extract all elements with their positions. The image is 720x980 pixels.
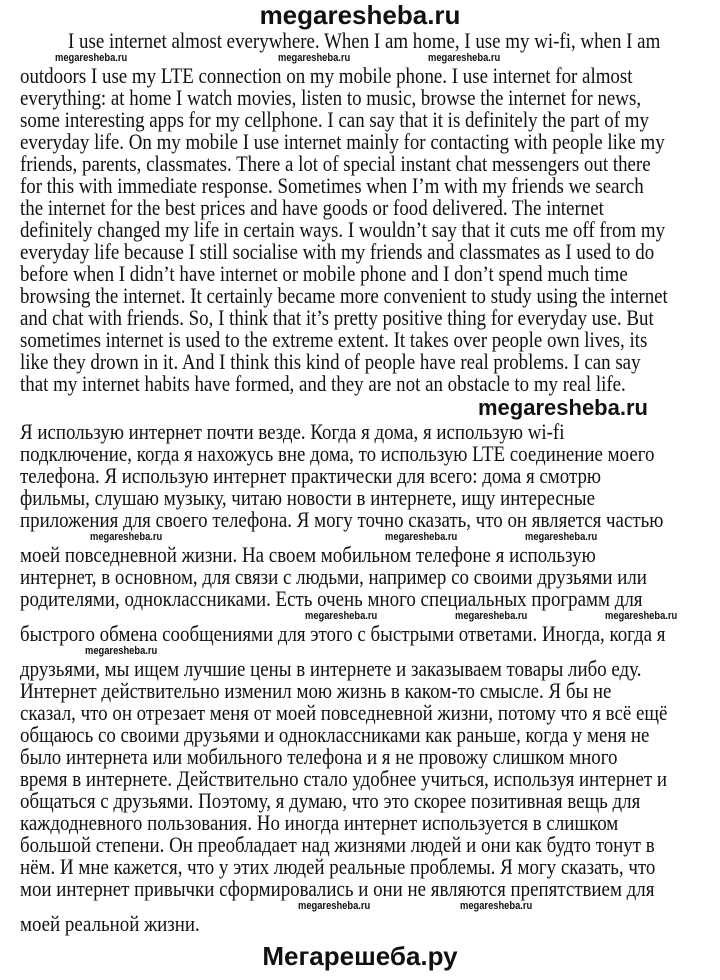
site-footer-logo: Мегарешеба.ру: [262, 941, 458, 971]
text-line-content: some interesting apps for my cellphone. I can say that it is definitely the part of my: [20, 107, 649, 132]
text-line-content: I use internet almost everywhere. When I am home, I use my wi-fi, when I am: [68, 28, 661, 53]
english-text: [0, 30, 720, 421]
text-line-content: быстрого обмена сообщениями для этого с быстрыми ответами. Иногда, когда я: [20, 621, 666, 646]
text-line-content: everyday life because I still socialise with my friends and classmates as I used to do: [20, 239, 655, 264]
text-line: [0, 443, 720, 465]
text-line: [0, 307, 720, 329]
watermark: megaresheba.ru: [55, 52, 128, 64]
text-line-content: browsing the internet. It certainly became more convenient to study using the internet: [20, 283, 668, 308]
text-line: [0, 421, 720, 443]
text-line: [0, 241, 720, 263]
text-line: [0, 856, 720, 878]
watermark: megaresheba.ru: [460, 900, 533, 912]
text-line: [0, 329, 720, 351]
text-line: [0, 878, 720, 900]
text-line: [0, 373, 720, 395]
text-line-content: definitely changed my life in certain ways. I wouldn’t say that it cuts me off from my: [20, 217, 666, 242]
text-line: [0, 588, 720, 610]
text-line: [0, 197, 720, 219]
text-line: [0, 351, 720, 373]
text-line-content: сказал, что он отрезает меня от моей повседневной жизни, потому что я всё ещё: [20, 700, 668, 725]
text-line: [0, 680, 720, 702]
text-line: [0, 263, 720, 285]
text-line: [0, 768, 720, 790]
watermark: megaresheba.ru: [428, 52, 501, 64]
text-line: [0, 702, 720, 724]
text-line-content: телефона. Я использую интернет практически для всего: дома я смотрю: [20, 463, 602, 488]
watermark: megaresheba.ru: [298, 900, 371, 912]
watermark: megaresheba.ru: [278, 52, 351, 64]
text-line: [0, 509, 720, 531]
text-line-content: that my internet habits have formed, and they are not an obstacle to my real life.: [20, 371, 626, 396]
text-line-content: родителями, одноклассниками. Есть очень много специальных программ для: [20, 586, 643, 611]
text-line-content: общаться с друзьями. Поэтому, я думаю, что это скорее позитивная вещь для: [20, 788, 641, 813]
text-line-content: моей реальной жизни.: [20, 911, 200, 936]
watermark: megaresheba.ru: [385, 531, 458, 543]
text-line-content: фильмы, слушаю музыку, читаю новости в интернете, ищу интересные: [20, 485, 595, 510]
russian-translation: [0, 421, 720, 935]
text-line-content: the internet for the best prices and have goods or food delivered. The internet: [20, 195, 604, 220]
text-line-content: Я использую интернет почти везде. Когда я дома, я использую wi-fi: [20, 419, 565, 444]
text-line-content: everything: at home I watch movies, listen to music, browse the internet for news,: [20, 85, 642, 110]
text-line: [0, 175, 720, 197]
text-line-content: интернет, в основном, для связи с людьми, например со своими друзьями или: [20, 564, 647, 589]
text-line: [0, 658, 720, 680]
text-line-content: outdoors I use my LTE connection on my mobile phone. I use internet for almost: [20, 63, 633, 88]
text-line-content: everyday life. On my mobile I use internet mainly for contacting with people like my: [20, 129, 665, 154]
text-line: [0, 623, 720, 645]
text-line: [0, 487, 720, 509]
text-line-content: and chat with friends. So, I think that it’s pretty positive thing for everyday use. But: [20, 305, 654, 330]
text-line: [0, 790, 720, 812]
text-line-content: for this with immediate response. Sometimes when I’m with my friends we search: [20, 173, 644, 198]
watermark-row: [0, 395, 720, 421]
text-line: [0, 153, 720, 175]
text-line: [0, 30, 720, 52]
text-line: [0, 566, 720, 588]
text-line-content: мои интернет привычки сформировались и они не являются препятствием для: [20, 876, 655, 901]
site-header-logo: megaresheba.ru: [259, 0, 461, 30]
text-line-content: большой степени. Он преобладает над жизнями людей и они как будто тонут в: [20, 832, 655, 857]
text-line-content: like they drown in it. And I think this kind of people have real problems. I can say: [20, 349, 641, 374]
watermark: megaresheba.ru: [305, 610, 378, 622]
text-line: [0, 285, 720, 307]
text-line: [0, 465, 720, 487]
text-line-content: нём. И мне кажется, что у этих людей реальные проблемы. Я могу сказать, что: [20, 854, 656, 879]
text-line: [0, 544, 720, 566]
text-line: [0, 812, 720, 834]
watermark: megaresheba.ru: [525, 531, 598, 543]
text-line: [0, 913, 720, 935]
watermark: megaresheba.ru: [478, 395, 648, 420]
text-line-content: время в интернете. Действительно стало удобнее учиться, используя интернет и: [20, 766, 668, 791]
text-line-content: приложения для своего телефона. Я могу точно сказать, что он является частью: [20, 507, 664, 532]
watermark: megaresheba.ru: [90, 531, 163, 543]
text-line-content: sometimes internet is used to the extreme extent. It takes over people own lives, its: [20, 327, 648, 352]
text-line-content: before when I didn’t have internet or mobile phone and I don’t spend much time: [20, 261, 628, 286]
watermark: megaresheba.ru: [605, 610, 678, 622]
text-line: [0, 834, 720, 856]
text-line-content: моей повседневной жизни. На своем мобильном телефоне я использую: [20, 542, 596, 567]
text-line-content: каждодневного пользования. Но иногда интернет используется в слишком: [20, 810, 619, 835]
text-line: [0, 724, 720, 746]
text-line: [0, 87, 720, 109]
text-line: [0, 131, 720, 153]
watermark: megaresheba.ru: [85, 645, 158, 657]
text-line: [0, 65, 720, 87]
text-line-content: подключение, когда я нахожусь вне дома, то использую LTE соединение моего: [20, 441, 655, 466]
text-line-content: друзьями, мы ищем лучшие цены в интернете и заказываем товары либо еду.: [20, 656, 642, 681]
text-line-content: friends, parents, classmates. There a lot of special instant chat messengers out there: [20, 151, 651, 176]
text-line: [0, 109, 720, 131]
watermark: megaresheba.ru: [455, 610, 528, 622]
text-line-content: общаюсь со своими друзьями и одноклассниками как раньше, когда у меня не: [20, 722, 650, 747]
text-line-content: Интернет действительно изменил мою жизнь в каком-то смысле. Я бы не: [20, 678, 612, 703]
text-line: [0, 219, 720, 241]
text-line: [0, 746, 720, 768]
text-line-content: было интернета или мобильного телефона и я не провожу слишком много: [20, 744, 618, 769]
